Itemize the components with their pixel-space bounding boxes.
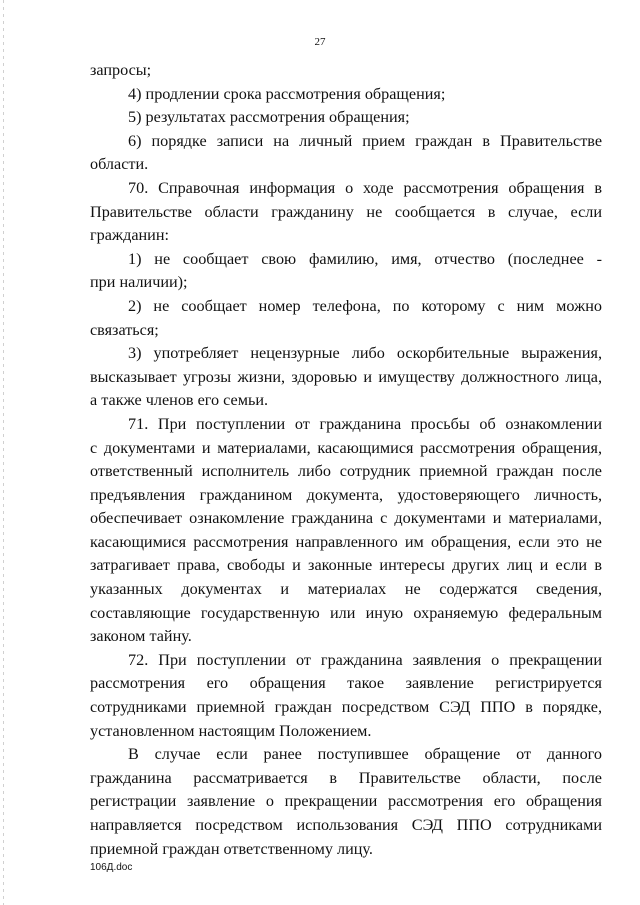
text-line: гражданина рассматривается в Правительстве области, после: [90, 768, 602, 787]
text-line: высказывает угрозы жизни, здоровью и имуществу должностного лица,: [90, 367, 602, 386]
text-line: затрагивает права, свободы и законные интересы других лиц и если в: [90, 556, 602, 575]
text-line: запросы;: [90, 61, 152, 79]
text-line: касающимися рассмотрения направленного им обращения, если это не: [90, 532, 602, 551]
text-line: 2) не сообщает номер телефона, по которому с ним можно: [128, 296, 602, 315]
text-line: указанных документах и материалах не содержатся сведения,: [90, 580, 602, 599]
text-line: сотрудниками приемной граждан посредством СЭД ППО в порядке,: [90, 698, 602, 717]
file-name-footer: 106Д.doc: [90, 862, 133, 873]
text-line: составляющие государственную или иную охраняемую федеральным: [90, 603, 602, 622]
text-line: регистрации заявление о прекращении рассмотрения его обращения: [90, 792, 602, 811]
text-line: 5) результатах рассмотрения обращения;: [128, 108, 410, 127]
text-line: 71. При поступлении от гражданина просьбы об ознакомлении: [128, 414, 602, 433]
text-line: при наличии);: [90, 273, 188, 292]
text-line: а также членов его семьи.: [90, 391, 269, 410]
text-line: 70. Справочная информация о ходе рассмотрения обращения в: [128, 178, 602, 197]
text-line: с документами и материалами, касающимися рассмотрения обращения,: [90, 438, 602, 457]
text-line: 4) продлении срока рассмотрения обращения;: [128, 84, 446, 103]
text-line: 72. При поступлении от гражданина заявления о прекращении: [128, 650, 602, 669]
text-line: связаться;: [90, 320, 159, 339]
text-line: приемной граждан ответственному лицу.: [90, 839, 373, 858]
text-line: Правительстве области гражданину не сообщается в случае, если: [90, 202, 602, 221]
text-line: обеспечивает ознакомление гражданина с документами и материалами,: [90, 509, 602, 528]
text-line: предъявления гражданином документа, удостоверяющего личность,: [90, 485, 602, 504]
text-line: рассмотрения его обращения такое заявление регистрируется: [90, 674, 602, 693]
text-line: установленном настоящим Положением.: [90, 721, 372, 740]
text-line: области.: [90, 155, 149, 174]
text-line: 3) употребляет нецензурные либо оскорбительные выражения,: [128, 344, 602, 363]
text-line: законом тайну.: [90, 627, 192, 646]
text-line: 1) не сообщает свою фамилию, имя, отчество (последнее -: [128, 249, 602, 268]
text-line: гражданин:: [90, 226, 170, 245]
text-line: 6) порядке записи на личный прием граждан в Правительстве: [128, 131, 602, 150]
scan-edge: [3, 0, 4, 905]
text-line: ответственный исполнитель либо сотрудник приемной граждан после: [90, 462, 602, 481]
text-line: В случае если ранее поступившее обращение от данного: [128, 745, 602, 764]
text-line: направляется посредством использования СЭД ППО сотрудниками: [90, 816, 602, 834]
page-number: 27: [314, 36, 326, 48]
document-body: [90, 59, 602, 861]
